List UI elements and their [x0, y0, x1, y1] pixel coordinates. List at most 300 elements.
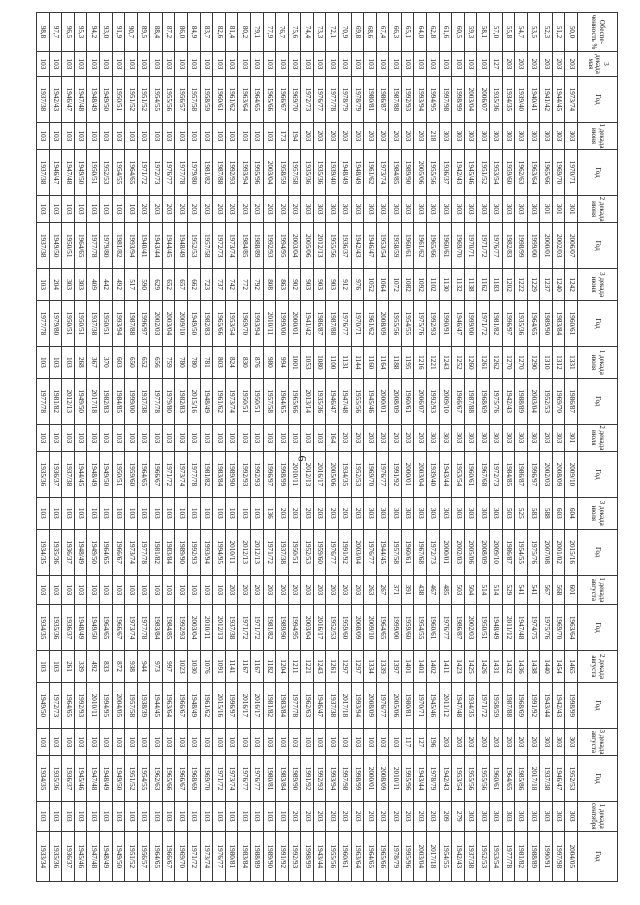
table-cell: 204: [49, 269, 62, 301]
table-cell: 1980/81: [401, 682, 414, 728]
table-cell: 1990/91: [540, 831, 553, 881]
table-cell: 391: [401, 575, 414, 605]
table-cell: 203: [376, 801, 389, 831]
table-cell: 1952/53: [301, 529, 314, 575]
table-cell: 1290: [527, 346, 540, 378]
table-cell: 438: [414, 575, 427, 605]
table-cell: 973: [150, 650, 163, 682]
table-cell: 1310: [540, 346, 553, 378]
table-cell: 1957/58: [200, 223, 213, 269]
table-cell: 103: [37, 801, 50, 831]
table-cell: 1953/54: [489, 831, 502, 881]
table-cell: 103: [238, 497, 251, 529]
table-cell: 103: [276, 51, 289, 76]
table-cell: 1987/88: [464, 378, 477, 424]
table-cell: 1984/85: [112, 378, 125, 424]
table-row: [540, 13, 553, 882]
table-cell: 194: [288, 122, 301, 149]
table-cell: 1983/84: [276, 756, 289, 802]
table-cell: 1992/93: [427, 378, 440, 424]
table-cell: 1996/97: [263, 452, 276, 498]
table-cell: 1998/99: [515, 223, 528, 269]
table-cell: 1973/74: [376, 150, 389, 196]
table-cell: 1053: [301, 346, 314, 378]
table-cell: 1993/94: [112, 301, 125, 347]
table-cell: 1937/38: [540, 756, 553, 802]
table-cell: 1983/84: [238, 831, 251, 881]
table-cell: 203: [527, 51, 540, 76]
table-cell: 780: [175, 346, 188, 378]
table-cell: 1989/90: [225, 452, 238, 498]
table-cell: 203: [351, 575, 364, 605]
table-cell: 1988/89: [515, 378, 528, 424]
table-cell: 1937/38: [276, 529, 289, 575]
table-cell: 1997/98: [339, 756, 352, 802]
table-cell: 1986/87: [452, 605, 465, 651]
table-cell: 103: [49, 51, 62, 76]
table-cell: 1996/97: [137, 301, 150, 347]
table-cell: 1992/93: [427, 301, 440, 347]
table-cell: 103: [427, 51, 440, 76]
table-cell: 1973/74: [200, 831, 213, 881]
table-cell: 1963/64: [527, 150, 540, 196]
table-cell: 203: [326, 575, 339, 605]
table-cell: 1964/65: [100, 529, 113, 575]
table-cell: 833: [100, 650, 113, 682]
table-cell: 1952/53: [326, 605, 339, 651]
table-cell: 303: [515, 424, 528, 451]
table-cell: 2000/01: [439, 529, 452, 575]
table-cell: 1970/71: [414, 682, 427, 728]
table-cell: 1992/93: [175, 605, 188, 651]
table-cell: 103: [464, 51, 477, 76]
table-cell: 1995/96: [401, 756, 414, 802]
table-row: [200, 13, 213, 882]
table-cell: 103: [37, 575, 50, 605]
table-cell: 303: [439, 424, 452, 451]
table-cell: 103: [188, 424, 201, 451]
column-header: 3 декада августа: [578, 728, 618, 755]
table-cell: 103: [37, 497, 50, 529]
table-cell: 1944/45: [74, 452, 87, 498]
column-header: 1 декада сентября: [578, 801, 618, 831]
table-cell: 103: [200, 424, 213, 451]
table-cell: 371: [389, 575, 402, 605]
table-cell: 103: [87, 122, 100, 149]
table-cell: 127: [414, 728, 427, 755]
table-cell: 1947/48: [74, 77, 87, 123]
table-cell: 1978/79: [427, 756, 440, 802]
table-cell: 1182: [263, 650, 276, 682]
table-cell: 103: [175, 122, 188, 149]
table-cell: 1949/50: [112, 756, 125, 802]
table-cell: 1971/72: [162, 452, 175, 498]
table-cell: 103: [125, 424, 138, 451]
table-cell: 1955/56: [389, 301, 402, 347]
table-cell: 1261: [326, 650, 339, 682]
table-cell: 1937/38: [37, 77, 50, 123]
table-cell: 203: [301, 122, 314, 149]
table-cell: 1980/81: [263, 756, 276, 802]
table-cell: 1440: [540, 650, 553, 682]
table-cell: 1979/80: [100, 223, 113, 269]
table-cell: 103: [238, 728, 251, 755]
table-cell: 1964/65: [276, 378, 289, 424]
table-cell: 1977/78: [137, 529, 150, 575]
table-cell: 1976/77: [489, 223, 502, 269]
column-header: 1 декада августа: [578, 575, 618, 605]
table-cell: 1240: [552, 269, 565, 301]
table-cell: 1973/74: [225, 756, 238, 802]
table-cell: 103: [37, 269, 50, 301]
table-cell: 103: [301, 728, 314, 755]
table-row: [401, 13, 414, 882]
table-row: [49, 13, 62, 882]
table-cell: 303: [477, 497, 490, 529]
table-cell: 103: [62, 424, 75, 451]
table-cell: 203: [540, 424, 553, 451]
table-cell: 1977/78: [137, 605, 150, 651]
table-cell: 203: [364, 801, 377, 831]
table-cell: 1237: [540, 269, 553, 301]
table-cell: 203: [225, 195, 238, 222]
table-cell: 1976/77: [313, 77, 326, 123]
table-cell: 1952/53: [188, 223, 201, 269]
table-cell: 103: [188, 801, 201, 831]
table-cell: 1943/44: [540, 682, 553, 728]
table-cell: 203: [250, 195, 263, 222]
table-cell: 1976/77: [162, 150, 175, 196]
table-cell: 1949/50: [74, 378, 87, 424]
table-cell: 103: [37, 346, 50, 378]
table-cell: 1954/55: [515, 529, 528, 575]
table-cell: 103: [62, 51, 75, 76]
column-header: Год: [578, 605, 618, 651]
table-cell: 279: [452, 801, 465, 831]
table-cell: 303: [414, 195, 427, 222]
table-cell: 1949/50: [100, 452, 113, 498]
table-cell: 103: [37, 650, 50, 682]
table-cell: 1243: [439, 346, 452, 378]
table-cell: 303: [565, 801, 578, 831]
table-row: [263, 13, 276, 882]
table-cell: 1969/70: [552, 605, 565, 651]
table-cell: 1989/90: [540, 301, 553, 347]
table-cell: 1982/83: [175, 378, 188, 424]
table-row: [150, 13, 163, 882]
table-cell: 792: [250, 269, 263, 301]
table-cell: 2012/13: [62, 378, 75, 424]
table-cell: 1948/49: [74, 605, 87, 651]
table-cell: 1971/72: [263, 529, 276, 575]
table-cell: 103: [364, 728, 377, 755]
table-cell: 1964/65: [376, 605, 389, 651]
table-cell: 103: [74, 424, 87, 451]
table-cell: 303: [502, 122, 515, 149]
table-cell: 1945/46: [74, 831, 87, 881]
table-cell: 1970/71: [351, 301, 364, 347]
table-cell: 2009/10: [364, 605, 377, 651]
table-cell: 1977/78: [37, 378, 50, 424]
table-cell: 303: [477, 122, 490, 149]
table-cell: 1162: [477, 269, 490, 301]
table-cell: 303: [427, 195, 440, 222]
table-cell: 1270: [515, 346, 528, 378]
table-cell: 103: [74, 497, 87, 529]
table-cell: 209: [439, 801, 452, 831]
table-cell: 1987/88: [326, 301, 339, 347]
table-cell: 1401: [414, 650, 427, 682]
table-cell: 2009/10: [439, 378, 452, 424]
table-cell: 2009/10: [175, 301, 188, 347]
table-cell: 1972/73: [301, 77, 314, 123]
table-cell: 1937/38: [37, 223, 50, 269]
table-cell: 514: [489, 575, 502, 605]
table-cell: 2009/10: [565, 452, 578, 498]
table-cell: 103: [150, 575, 163, 605]
table-row: [288, 13, 301, 882]
table-cell: 1953/54: [452, 452, 465, 498]
table-cell: 1964/65: [100, 605, 113, 651]
table-cell: 303: [452, 122, 465, 149]
table-row: [250, 13, 263, 882]
table-cell: 1964/65: [364, 831, 377, 881]
table-cell: 1948/49: [200, 378, 213, 424]
probability-cell: 64,0: [414, 13, 427, 52]
table-cell: 1970/71: [464, 223, 477, 269]
table-cell: 2008/09: [389, 378, 402, 424]
table-cell: 367: [87, 346, 100, 378]
column-header: Год: [578, 77, 618, 123]
table-cell: 1949/50: [74, 150, 87, 196]
probability-cell: 83,7: [200, 13, 213, 52]
table-row: [515, 13, 528, 882]
table-cell: 1969/70: [238, 301, 251, 347]
table-cell: 1958/59: [276, 150, 289, 196]
table-cell: 1312: [552, 346, 565, 378]
table-cell: 1972/73: [427, 529, 440, 575]
table-cell: 1966/67: [112, 529, 125, 575]
table-cell: 1976/77: [213, 831, 226, 881]
table-cell: 1141: [225, 650, 238, 682]
table-cell: 1956/57: [175, 77, 188, 123]
table-cell: 103: [200, 51, 213, 76]
table-cell: 103: [37, 195, 50, 222]
table-cell: 103: [74, 195, 87, 222]
table-cell: 2006/07: [477, 77, 490, 123]
table-cell: 1960/61: [489, 756, 502, 802]
table-cell: 103: [87, 801, 100, 831]
table-cell: 103: [62, 195, 75, 222]
table-cell: 504: [464, 575, 477, 605]
table-cell: 103: [213, 51, 226, 76]
table-cell: 103: [49, 424, 62, 451]
table-cell: 303: [401, 195, 414, 222]
table-cell: 303: [477, 195, 490, 222]
table-cell: 1948/49: [74, 529, 87, 575]
table-cell: 1986/87: [313, 301, 326, 347]
table-cell: 1956/57: [137, 831, 150, 881]
table-cell: 1951/52: [125, 756, 138, 802]
table-cell: 1975/76: [489, 378, 502, 424]
table-cell: 2008/09: [552, 452, 565, 498]
table-cell: 1992/93: [263, 223, 276, 269]
table-cell: 303: [540, 728, 553, 755]
table-cell: 103: [288, 728, 301, 755]
table-cell: 1947/48: [339, 378, 352, 424]
table-cell: 1943/44: [150, 223, 163, 269]
table-cell: 103: [213, 122, 226, 149]
supply-table: [36, 12, 618, 882]
table-cell: 103: [250, 122, 263, 149]
table-cell: 103: [250, 424, 263, 451]
table-cell: 203: [238, 195, 251, 222]
table-cell: 1943/44: [414, 756, 427, 802]
table-cell: 1964/65: [62, 682, 75, 728]
table-cell: 1164: [376, 346, 389, 378]
table-cell: 2005/06: [464, 529, 477, 575]
table-cell: 1975/76: [540, 605, 553, 651]
table-cell: 2006/07: [414, 378, 427, 424]
table-cell: 1992/93: [401, 77, 414, 123]
table-cell: 1949/50: [188, 301, 201, 347]
table-cell: 103: [276, 424, 289, 451]
table-cell: 1261: [477, 346, 490, 378]
probability-cell: 79,1: [250, 13, 263, 52]
table-cell: 203: [502, 728, 515, 755]
table-cell: 1401: [401, 650, 414, 682]
table-cell: 1974/75: [527, 605, 540, 651]
table-cell: 1100: [326, 346, 339, 378]
table-cell: 1989/90: [175, 529, 188, 575]
table-cell: 103: [74, 575, 87, 605]
table-cell: 1951/52: [125, 77, 138, 123]
table-cell: 1945/46: [464, 150, 477, 196]
table-cell: 1959/60: [313, 529, 326, 575]
table-cell: 2010/11: [389, 756, 402, 802]
table-cell: 103: [112, 195, 125, 222]
table-cell: 103: [100, 497, 113, 529]
table-cell: 1965/66: [263, 77, 276, 123]
table-cell: 1972/73: [489, 452, 502, 498]
table-cell: 1971/72: [477, 301, 490, 347]
table-cell: 203: [414, 801, 427, 831]
table-cell: 2017/18: [527, 756, 540, 802]
table-cell: 1961/62: [225, 77, 238, 123]
table-cell: 2015/16: [188, 378, 201, 424]
table-cell: 203: [175, 195, 188, 222]
table-cell: 1976/77: [250, 756, 263, 802]
table-cell: 1964/65: [250, 77, 263, 123]
table-cell: 203: [376, 424, 389, 451]
table-cell: 1948/49: [100, 831, 113, 881]
column-header: Год: [578, 301, 618, 347]
table-cell: 1997/98: [439, 77, 452, 123]
table-cell: 103: [288, 51, 301, 76]
table-cell: 2003/04: [464, 77, 477, 123]
table-cell: 442: [100, 269, 113, 301]
table-cell: 303: [439, 497, 452, 529]
table-cell: 1961/62: [414, 223, 427, 269]
table-cell: 2004/05: [565, 831, 578, 881]
table-row: [452, 13, 465, 882]
table-cell: 303: [565, 122, 578, 149]
table-cell: 1993/94: [238, 150, 251, 196]
probability-cell: 90,7: [125, 13, 138, 52]
table-cell: 103: [175, 728, 188, 755]
table-cell: 1962/63: [301, 682, 314, 728]
table-cell: 1942/43: [351, 223, 364, 269]
table-cell: 303: [552, 424, 565, 451]
table-cell: 103: [225, 424, 238, 451]
table-cell: 1971/72: [250, 605, 263, 651]
table-cell: 1969/70: [288, 77, 301, 123]
table-cell: 1955/56: [326, 223, 339, 269]
table-cell: 2005/06: [326, 452, 339, 498]
table-cell: 1975/76: [527, 529, 540, 575]
table-cell: 1961/62: [364, 150, 377, 196]
probability-cell: 95,3: [74, 13, 87, 52]
table-cell: 303: [389, 195, 402, 222]
table-cell: 1981/82: [200, 150, 213, 196]
table-cell: 772: [238, 269, 251, 301]
table-cell: 303: [477, 801, 490, 831]
table-cell: 1939/40: [427, 452, 440, 498]
table-cell: 1981/82: [489, 301, 502, 347]
table-cell: 103: [175, 497, 188, 529]
table-cell: 303: [552, 122, 565, 149]
table-cell: 1334: [364, 650, 377, 682]
table-cell: 103: [49, 122, 62, 149]
table-cell: 2010/11: [263, 301, 276, 347]
table-cell: 303: [515, 801, 528, 831]
table-cell: 1938/39: [137, 682, 150, 728]
table-row: [100, 13, 113, 882]
column-header: 3 декада июля: [578, 497, 618, 529]
table-cell: 2011/12: [439, 682, 452, 728]
table-cell: 203: [401, 801, 414, 831]
table-cell: 203: [389, 424, 402, 451]
table-cell: 1981/82: [49, 378, 62, 424]
table-cell: 1952/53: [565, 756, 578, 802]
table-cell: 1964/65: [502, 756, 515, 802]
table-cell: 1959/60: [339, 605, 352, 651]
table-cell: 652: [137, 346, 150, 378]
table-cell: 103: [49, 575, 62, 605]
table-cell: 103: [250, 51, 263, 76]
table-cell: 1072: [389, 269, 402, 301]
table-cell: 2008/09: [477, 529, 490, 575]
table-row: [552, 13, 565, 882]
table-cell: 2000/01: [364, 756, 377, 802]
table-cell: 103: [250, 728, 263, 755]
table-cell: 903: [301, 269, 314, 301]
table-cell: 1999/00: [125, 378, 138, 424]
table-cell: 1949/50: [100, 77, 113, 123]
table-cell: 2012/13: [238, 529, 251, 575]
table-cell: 780: [188, 346, 201, 378]
table-cell: 303: [565, 728, 578, 755]
table-cell: 103: [188, 728, 201, 755]
table-cell: 1252: [452, 346, 465, 378]
table-cell: 1995/96: [250, 150, 263, 196]
table-cell: 944: [137, 650, 150, 682]
table-cell: 103: [339, 728, 352, 755]
table-cell: 103: [389, 51, 402, 76]
table-cell: 1984/85: [502, 452, 515, 498]
table-cell: 1944/45: [162, 223, 175, 269]
probability-cell: 74,4: [301, 13, 314, 52]
